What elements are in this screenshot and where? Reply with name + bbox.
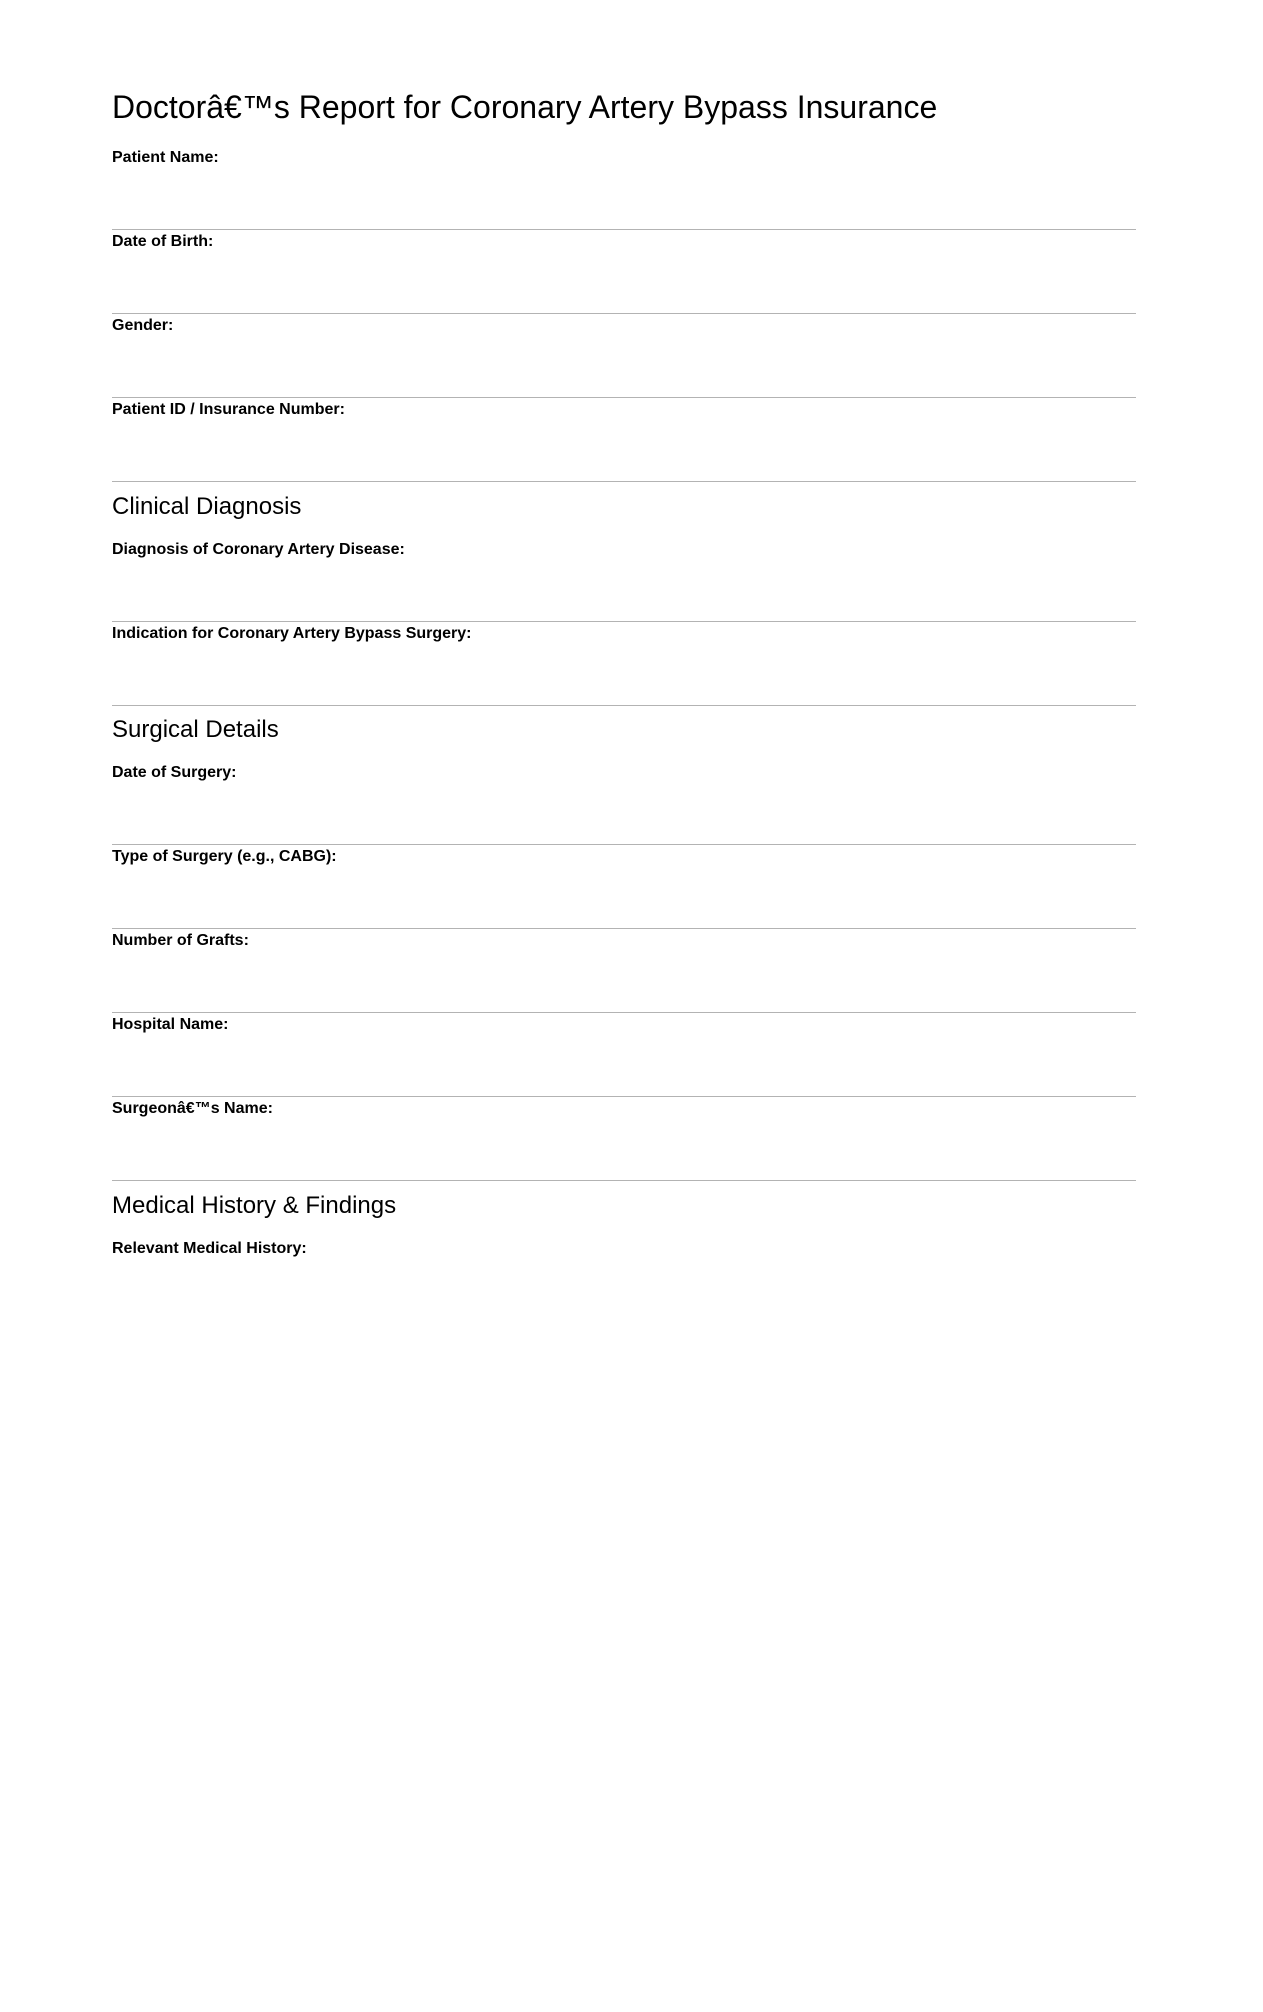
hospital-name-input[interactable] — [112, 1041, 1136, 1097]
patient-id-input[interactable] — [112, 426, 1136, 482]
gender-field — [112, 316, 1136, 400]
relevant-history-label: Relevant Medical History: — [112, 1240, 307, 1257]
document-title: Doctorâ€™s Report for Coronary Artery Bypass Insurance — [112, 89, 938, 125]
surgery-date-field — [112, 763, 1136, 847]
gender-input[interactable] — [112, 342, 1136, 398]
surgeon-name-input[interactable] — [112, 1125, 1136, 1181]
hospital-name-field — [112, 1015, 1136, 1099]
date-of-birth-field — [112, 232, 1136, 316]
graft-count-label: Number of Grafts: — [112, 932, 249, 949]
hospital-name-label: Hospital Name: — [112, 1016, 229, 1033]
cad-diagnosis-label: Diagnosis of Coronary Artery Disease: — [112, 541, 405, 558]
patient-name-label: Patient Name: — [112, 149, 219, 166]
surgeon-name-field — [112, 1099, 1136, 1183]
surgery-type-label: Type of Surgery (e.g., CABG): — [112, 848, 337, 865]
surgery-date-input[interactable] — [112, 789, 1136, 845]
graft-count-input[interactable] — [112, 957, 1136, 1013]
patient-id-label: Patient ID / Insurance Number: — [112, 401, 345, 418]
surgery-type-field — [112, 847, 1136, 931]
cad-diagnosis-field — [112, 540, 1136, 624]
cad-diagnosis-input[interactable] — [112, 566, 1136, 622]
date-of-birth-label: Date of Birth: — [112, 233, 214, 250]
surgery-indication-field — [112, 624, 1136, 708]
patient-name-field — [112, 148, 1136, 232]
patient-name-input[interactable] — [112, 174, 1136, 230]
patient-id-field — [112, 400, 1136, 484]
surgery-type-input[interactable] — [112, 873, 1136, 929]
surgeon-name-label: Surgeonâ€™s Name: — [112, 1100, 273, 1117]
surgery-date-label: Date of Surgery: — [112, 764, 237, 781]
medical-history-heading: Medical History & Findings — [112, 1192, 397, 1219]
surgery-indication-label: Indication for Coronary Artery Bypass Surgery: — [112, 625, 472, 642]
surgical-details-heading: Surgical Details — [112, 716, 279, 743]
date-of-birth-input[interactable] — [112, 258, 1136, 314]
clinical-diagnosis-heading: Clinical Diagnosis — [112, 493, 302, 520]
surgery-indication-input[interactable] — [112, 650, 1136, 706]
relevant-history-textarea[interactable] — [112, 1265, 1136, 1385]
graft-count-field — [112, 931, 1136, 1015]
gender-label: Gender: — [112, 317, 174, 334]
